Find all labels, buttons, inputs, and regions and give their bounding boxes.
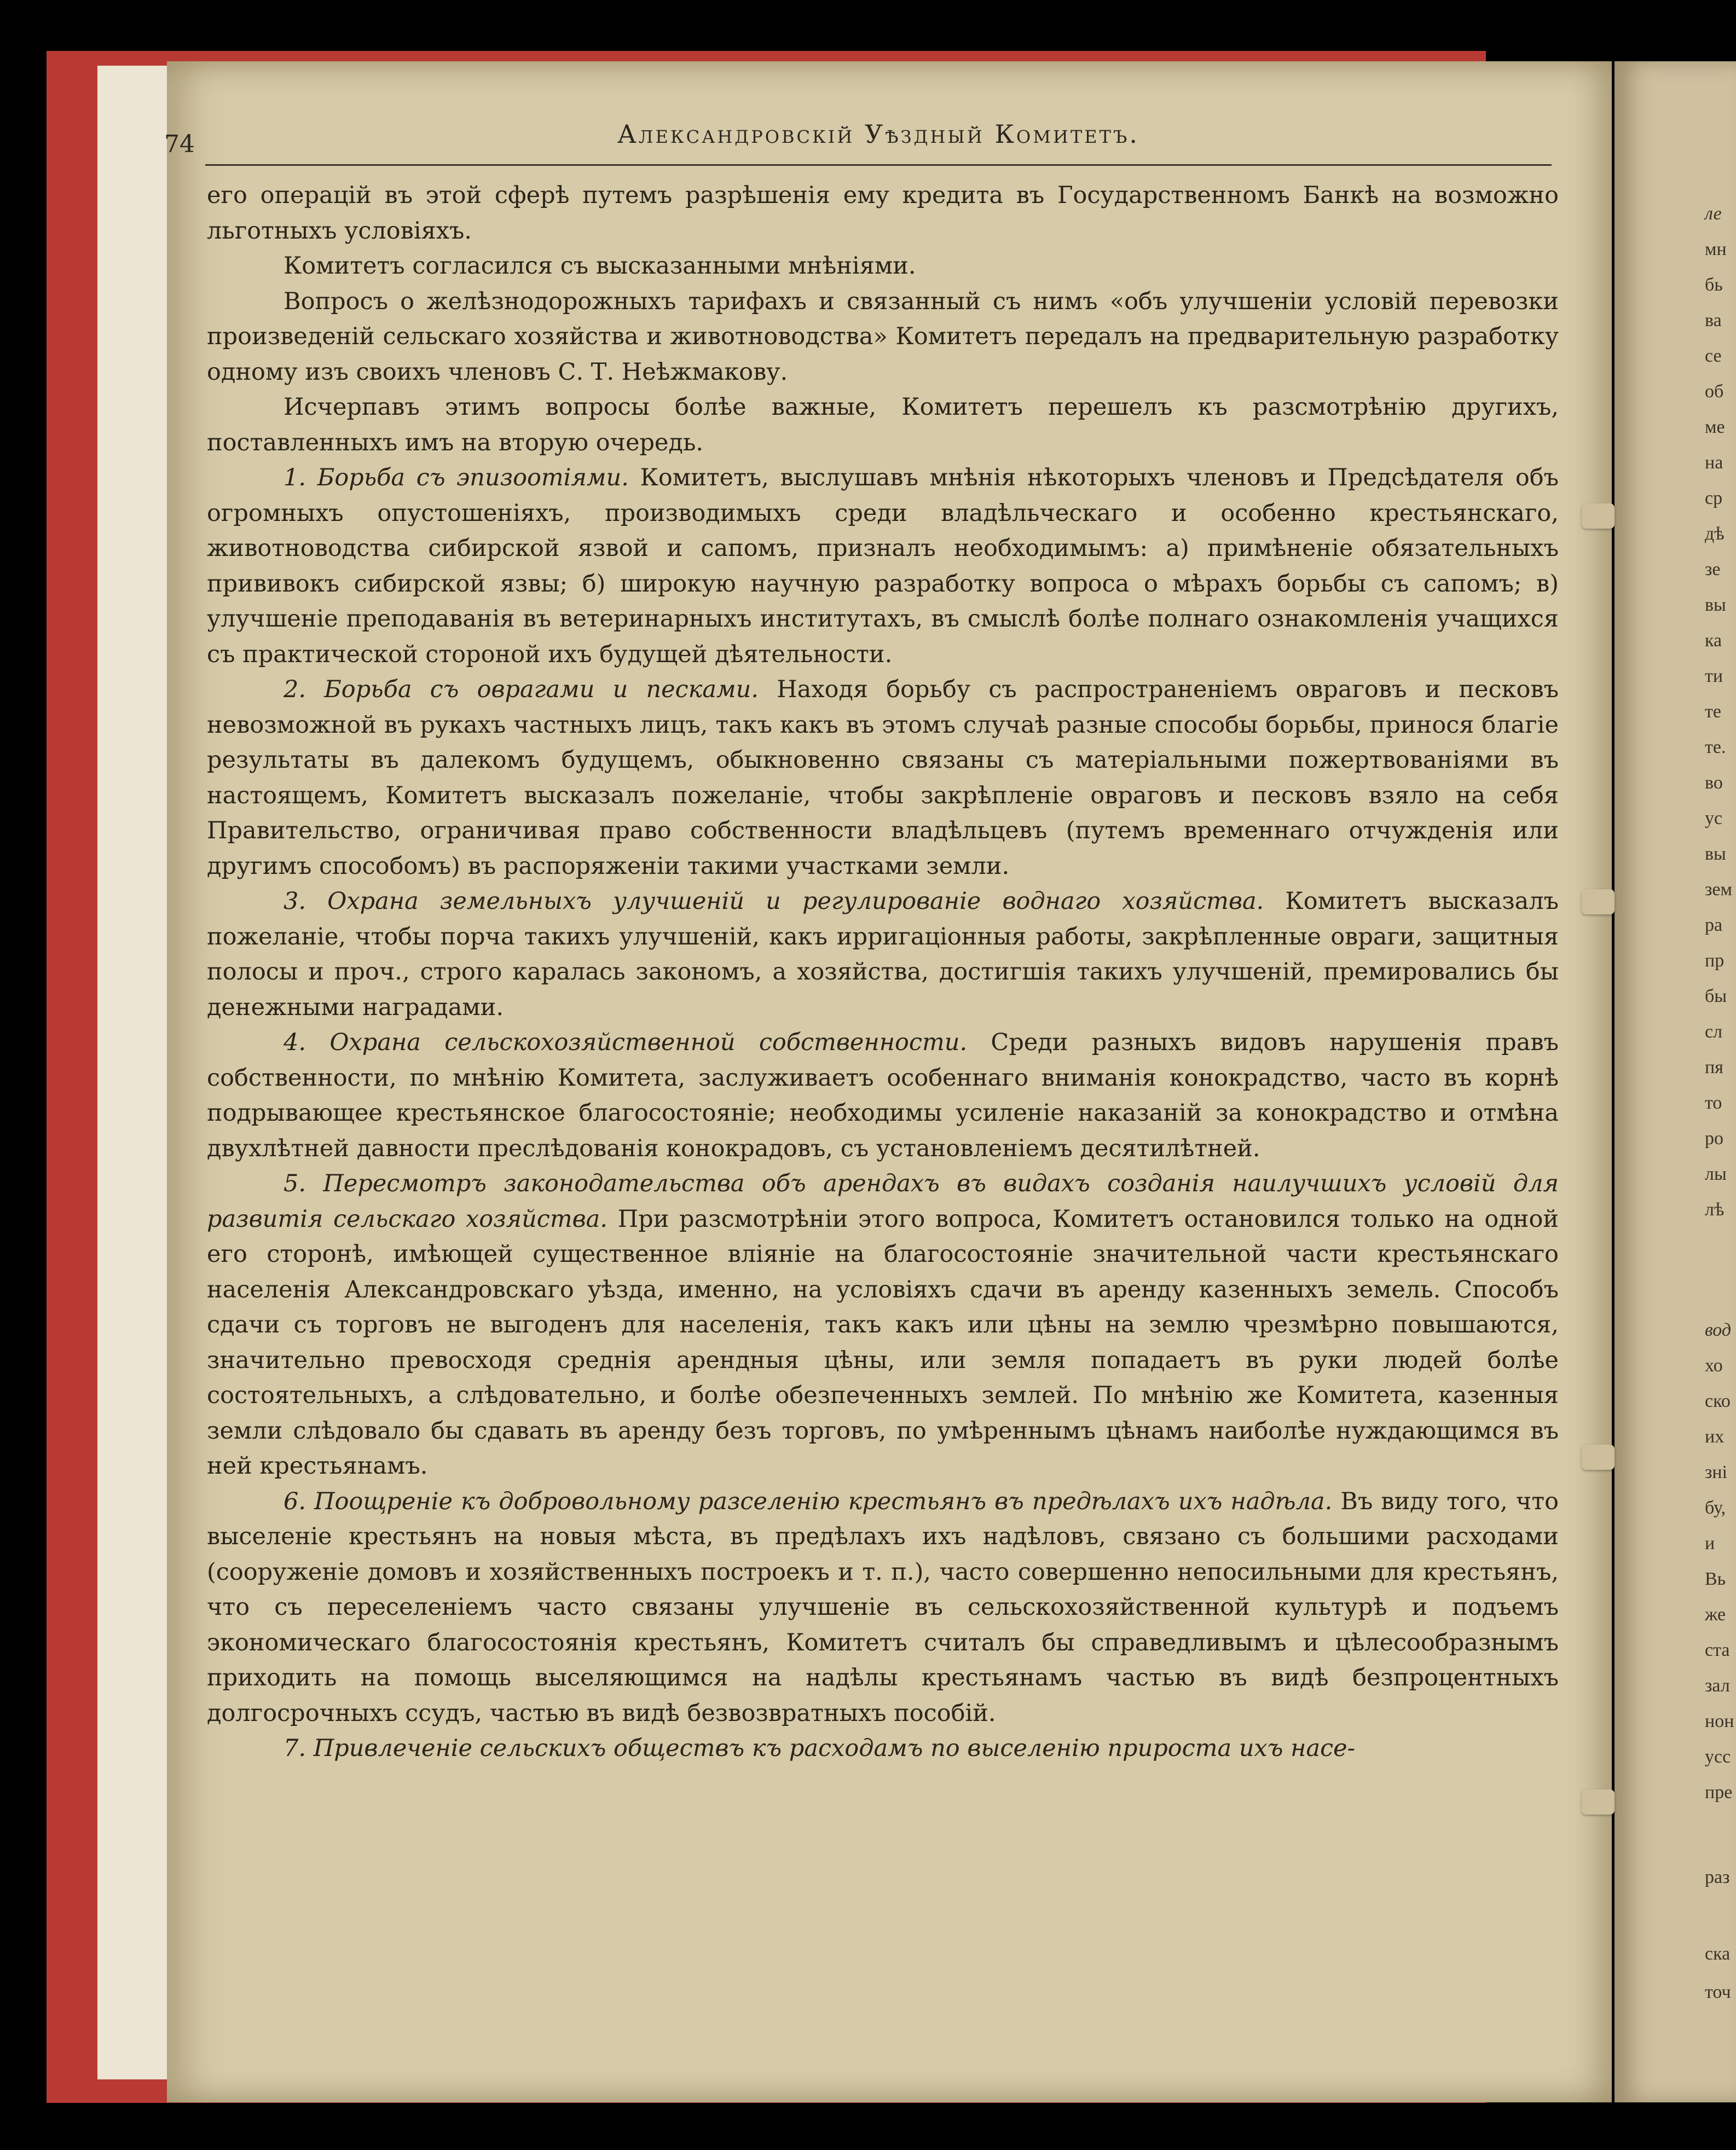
page-tab bbox=[1582, 1789, 1615, 1815]
facing-page-line-fragment: лѣ bbox=[1705, 1199, 1725, 1220]
facing-page-line-fragment: нон bbox=[1705, 1711, 1734, 1731]
facing-page-line-fragment: и bbox=[1705, 1533, 1715, 1554]
facing-page-line-fragment: ус bbox=[1705, 808, 1723, 828]
facing-page-line-fragment: ме bbox=[1705, 417, 1725, 437]
section-heading: 5. Пересмотръ законодательства объ арендахъ въ видахъ созданія наилучшихъ условій для развитія сельскаго хозяйства. bbox=[207, 1170, 1559, 1233]
running-title-text: Александровскій Уѣздный Комитетъ. bbox=[617, 119, 1140, 149]
section-text: Среди разныхъ видовъ нарушенія правъ собственности, по мнѣнію Комитета, заслуживаетъ особеннаго вниманія конокрадство, часто въ корнѣ подрывающее крестьянское благосостояніе; необходимы усиленіе наказаній за конокрадство и отмѣна двухлѣтней давности преслѣдованія конокрадовъ, съ установленіемъ десятилѣтней. bbox=[207, 1029, 1559, 1162]
facing-page-line-fragment: вы bbox=[1705, 595, 1726, 615]
facing-page-line-fragment: ро bbox=[1705, 1128, 1723, 1149]
section-2 bbox=[207, 672, 1559, 884]
paragraph: Исчерпавъ этимъ вопросы болѣе важные, Комитетъ перешелъ къ разсмотрѣнію другихъ, поставленныхъ имъ на вторую очередь. bbox=[207, 393, 1559, 456]
section-3 bbox=[207, 884, 1559, 1025]
section-text: Въ виду того, что выселеніе крестьянъ на новыя мѣста, въ предѣлахъ ихъ надѣловъ, связано съ большими расходами (сооруженіе домовъ и хозяйственныхъ построекъ и т. п.), часто совершенно непосильными для крестьянъ, что съ переселеніемъ часто связаны улучшеніе въ сельскохозяйственной культурѣ и подъемъ экономическаго благосостоянія крестьянъ, Комитетъ считалъ бы справедливымъ и цѣлесообразнымъ приходить на помощь выселяющимся на надѣлы крестьянамъ частью въ видѣ безпроцентныхъ долгосрочныхъ ссудъ, частью въ видѣ безвозвратныхъ пособій. bbox=[207, 1487, 1559, 1727]
facing-page-line-fragment: ста bbox=[1705, 1640, 1730, 1660]
facing-page-line-fragment: зе bbox=[1705, 559, 1721, 579]
running-title bbox=[205, 119, 1552, 149]
facing-page-line-fragment: на bbox=[1705, 453, 1723, 473]
facing-page-line-fragment: дѣ bbox=[1705, 524, 1725, 544]
facing-page-line-fragment: их bbox=[1705, 1427, 1725, 1447]
page-block-edge bbox=[97, 66, 171, 2079]
page-tab bbox=[1582, 503, 1615, 529]
section-6 bbox=[207, 1484, 1559, 1731]
section-heading: 6. Поощреніе къ добровольному разселенію крестьянъ въ предѣлахъ ихъ надѣла. bbox=[283, 1487, 1333, 1515]
section-5 bbox=[207, 1166, 1559, 1484]
page-tab bbox=[1582, 1445, 1615, 1470]
page-body bbox=[207, 178, 1559, 1766]
section-7 bbox=[207, 1731, 1559, 1766]
section-4 bbox=[207, 1025, 1559, 1166]
facing-page-line-fragment: об bbox=[1705, 381, 1724, 402]
paragraph: Комитетъ согласился съ высказанными мнѣніями. bbox=[283, 252, 916, 280]
facing-page-line-fragment: усс bbox=[1705, 1747, 1731, 1767]
section-heading: 7. Привлеченіе сельскихъ обществъ къ расходамъ по выселенію прироста ихъ насе- bbox=[283, 1735, 1356, 1762]
section-heading: 2. Борьба съ оврагами и песками. bbox=[283, 676, 759, 703]
section-heading: 3. Охрана земельныхъ улучшеній и регулированіе воднаго хозяйства. bbox=[283, 888, 1264, 915]
facing-page-line-fragment: пя bbox=[1705, 1057, 1723, 1077]
page-number: 74 bbox=[164, 130, 195, 158]
facing-page-line-fragment: вы bbox=[1705, 844, 1726, 864]
facing-page-line-fragment: те. bbox=[1705, 737, 1726, 757]
facing-page-line-fragment: лы bbox=[1705, 1164, 1727, 1184]
facing-page-line-fragment: ти bbox=[1705, 666, 1723, 686]
facing-page-line-fragment: ра bbox=[1705, 915, 1723, 935]
section-heading: 1. Борьба съ эпизоотіями. bbox=[283, 464, 629, 491]
facing-page-line-fragment: пр bbox=[1705, 951, 1725, 971]
section-text: Находя борьбу съ распространеніемъ овраговъ и песковъ невозможной въ рукахъ частныхъ лицъ, такъ какъ въ этомъ случаѣ разные способы борьбы, принося благіе результаты въ далекомъ будущемъ, обыкновенно связаны съ матеріальными пожертвованіями въ настоящемъ, Комитетъ высказалъ пожеланіе, чтобы закрѣпленіе овраговъ и песковъ взяло на себя Правительство, ограничивая право собственности владѣльцевъ (путемъ временнаго отчужденія или другимъ способомъ) въ распоряженіи такими участками земли. bbox=[207, 676, 1559, 880]
paragraph: Вопросъ о желѣзнодорожныхъ тарифахъ и связанный съ нимъ «объ улучшеніи условій перевозки произведеній сельскаго хозяйства и животноводства» Комитетъ передалъ на предварительную разработку одному изъ своихъ членовъ С. Т. Неѣжмакову. bbox=[207, 287, 1559, 386]
facing-page-line-fragment: Вь bbox=[1705, 1569, 1726, 1589]
section-text: При разсмотрѣніи этого вопроса, Комитетъ остановился только на одной его сторонѣ, имѣющей существенное вліяніе на благосостояніе значительной части крестьянскаго населенія Александровскаго уѣзда, именно, на условіяхъ сдачи въ аренду казенныхъ земель. Способъ сдачи съ торговъ не выгоденъ для населенія, такъ какъ или цѣны на землю чрезмѣрно повышаются, значительно превосходя среднія арендныя цѣны, или земля попадаетъ въ руки людей болѣе состоятельныхъ, а слѣдовательно, и болѣе обезпеченныхъ землей. По мнѣнію же Комитета, казенныя земли слѣдовало бы сдавать въ аренду безъ торговъ, по умѣреннымъ цѣнамъ наиболѣе нуждающимся въ ней крестьянамъ. bbox=[207, 1205, 1559, 1480]
facing-page-line-fragment: хо bbox=[1705, 1355, 1723, 1376]
facing-page-line-fragment: раз bbox=[1705, 1867, 1730, 1887]
section-1 bbox=[207, 460, 1559, 672]
facing-page-line-fragment: ср bbox=[1705, 488, 1723, 508]
facing-page-line-fragment: сл bbox=[1705, 1022, 1723, 1042]
facing-page-line-fragment: бы bbox=[1705, 986, 1727, 1006]
facing-page-line-fragment: зні bbox=[1705, 1462, 1728, 1482]
section-text: Комитетъ, выслушавъ мнѣнія нѣкоторыхъ членовъ и Предсѣдателя объ огромныхъ опустошеніяхъ, производимыхъ среди владѣльческаго и особенно крестьянскаго, животноводства сибирской язвой и сапомъ, призналъ необходимымъ: а) примѣненіе обязательныхъ прививокъ сибирской язвы; б) широкую научную разработку вопроса о мѣрахъ борьбы съ сапомъ; в) улучшеніе преподаванія въ ветеринарныхъ институтахъ, въ смыслѣ болѣе полнаго ознакомленія учащихся съ практической стороной ихъ будущей дѣятельности. bbox=[207, 464, 1559, 668]
facing-page-fragment bbox=[1615, 61, 1736, 2102]
facing-page-line-fragment: то bbox=[1705, 1093, 1722, 1113]
paragraph: его операцій въ этой сферѣ путемъ разрѣшенія ему кредита въ Государственномъ Банкѣ на возможно льготныхъ условіяхъ. bbox=[207, 182, 1559, 245]
facing-page-line-fragment: мн bbox=[1705, 239, 1727, 259]
facing-page-line-fragment: же bbox=[1705, 1604, 1726, 1625]
facing-page-line-fragment: бу, bbox=[1705, 1498, 1726, 1518]
facing-page-line-fragment: ка bbox=[1705, 630, 1722, 651]
facing-page-line-fragment: ва bbox=[1705, 310, 1722, 331]
facing-page-line-fragment: пре bbox=[1705, 1782, 1733, 1803]
facing-page-line-fragment: бь bbox=[1705, 275, 1723, 295]
facing-page-line-fragment: се bbox=[1705, 346, 1722, 366]
facing-page-line-fragment: точ bbox=[1705, 1982, 1731, 2002]
facing-page-line-fragment: ле bbox=[1705, 204, 1722, 224]
facing-page-line-fragment: зал bbox=[1705, 1676, 1730, 1696]
section-text: Комитетъ высказалъ пожеланіе, чтобы порча такихъ улучшеній, какъ ирригаціонныя работы, закрѣпленные овраги, защитныя полосы и проч., строго каралась закономъ, а хозяйства, достигшія такихъ улучшеній, премировались бы денежными наградами. bbox=[207, 888, 1559, 1021]
facing-page-line-fragment: зем bbox=[1705, 879, 1733, 900]
facing-page-line-fragment: ско bbox=[1705, 1391, 1731, 1411]
section-heading: 4. Охрана сельскохозяйственной собственности. bbox=[283, 1029, 968, 1056]
facing-page-line-fragment: вод bbox=[1705, 1320, 1732, 1340]
facing-page-line-fragment: те bbox=[1705, 702, 1721, 722]
page-tab bbox=[1582, 889, 1615, 914]
facing-page-line-fragment: ска bbox=[1705, 1944, 1731, 1964]
facing-page-line-fragment: во bbox=[1705, 773, 1723, 793]
